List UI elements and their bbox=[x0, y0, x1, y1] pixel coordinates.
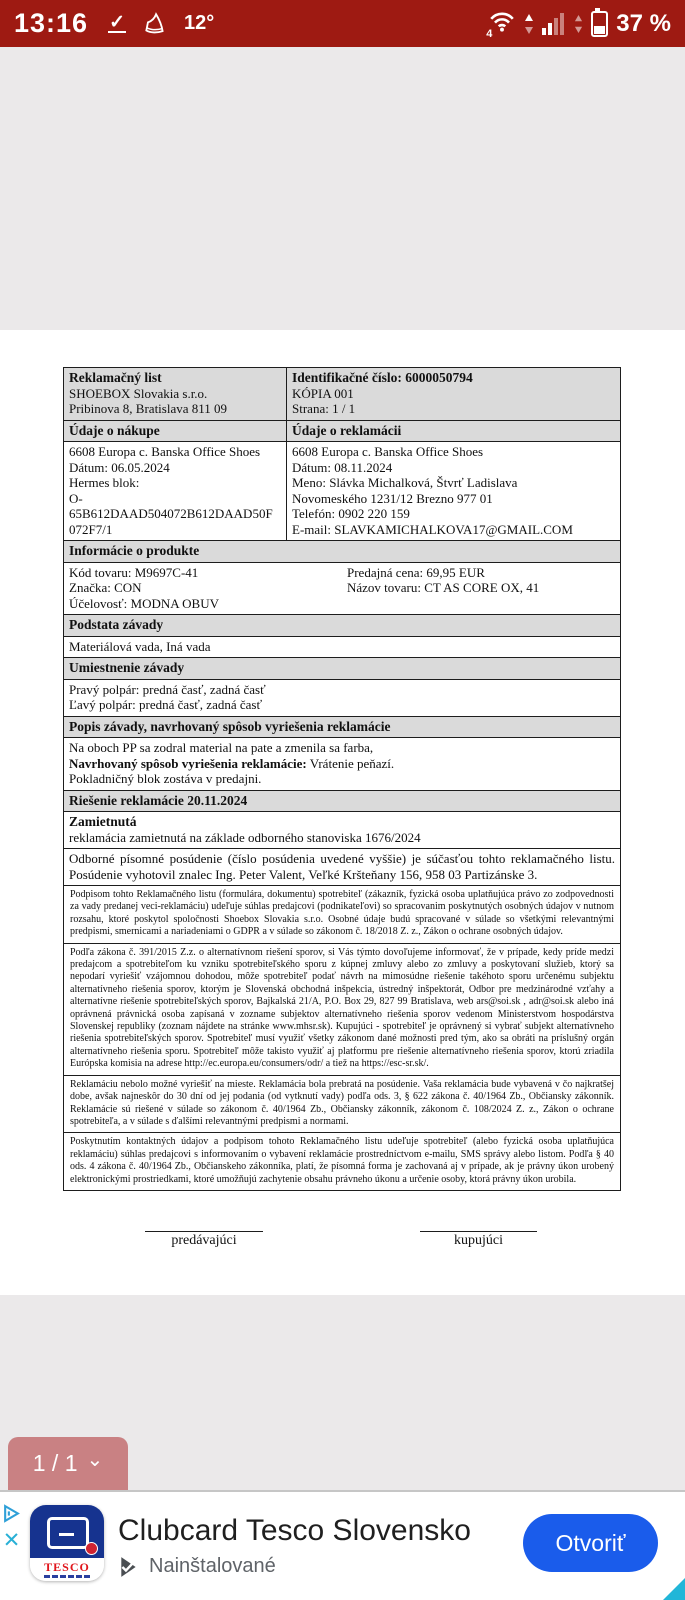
defect-nature-text: Materiálová vada, Iná vada bbox=[64, 636, 620, 658]
seller-signature bbox=[145, 1231, 263, 1249]
claim-customer-address: Novomeského 1231/12 Brezno 977 01 bbox=[292, 490, 493, 506]
chevron-down-icon: ⌄ bbox=[86, 1448, 104, 1471]
slovak-emblem-badge bbox=[85, 1542, 98, 1555]
defect-location-left: Ľavý polpár: predná časť, zadná časť bbox=[69, 697, 263, 712]
claim-date: Dátum: 08.11.2024 bbox=[292, 459, 393, 475]
product-code: Kód tovaru: M9697C-41 bbox=[69, 564, 199, 580]
battery-percent-label: 37 % bbox=[616, 9, 671, 37]
description-line3: Pokladničný blok zostáva v predajni. bbox=[69, 771, 262, 786]
description-line2 bbox=[69, 756, 615, 772]
shoe-notification-icon bbox=[142, 11, 168, 37]
buyer-signature-label: kupujúci bbox=[454, 1233, 503, 1248]
claim-customer-name: Meno: Slávka Michalková, Štvrť Ladislava bbox=[292, 475, 518, 490]
buyer-signature bbox=[420, 1231, 537, 1249]
proposed-resolution-label: Navrhovaný spôsob vyriešenia reklamácie: bbox=[69, 755, 307, 771]
status-bar bbox=[0, 0, 685, 47]
form-header-row bbox=[64, 368, 620, 420]
wifi-activity-arrows-icon bbox=[524, 13, 534, 35]
proposed-resolution-value: Vrátenie peňazí. bbox=[306, 755, 395, 771]
legal-paragraph-deadline: Reklamáciu nebolo možné vyriešiť na mieste. Reklamácia bola prebratá na posúdenie. Vaša reklamácia bude vybavená v čo najkratšej dobe, avšak najneskôr do 30 dní od jej podania (od vytknutí vady) podľa ods. 3, § 622 zákona č. 40/1964 Zb., Občiansky zákonník. Reklamácie sú riešené v súlade so zákonom č. 40/1964 Zb., Občiansky zákonník, zákonom č. 108/2024 Z. z., Zákon o ochrane spotrebiteľa, a v súlade s ďalšími relevantnými predpismi a normami. bbox=[64, 1075, 620, 1133]
product-name: Názov tovaru: CT AS CORE OX, 41 bbox=[347, 580, 540, 595]
clubcard-card-graphic bbox=[30, 1505, 104, 1558]
battery-icon bbox=[591, 11, 608, 37]
copy-label: KÓPIA 001 bbox=[292, 385, 354, 401]
tesco-clubcard-app-icon[interactable] bbox=[30, 1505, 104, 1581]
defect-location-right: Pravý polpár: predná časť, zadná časť bbox=[69, 681, 266, 697]
page-indicator-chip[interactable] bbox=[8, 1437, 128, 1490]
defect-nature-heading: Podstata závady bbox=[64, 614, 620, 636]
ad-installed-row bbox=[118, 1555, 276, 1578]
installed-label: Nainštalované bbox=[149, 1555, 276, 1577]
purchase-receipt-id-3: 072F7/1 bbox=[69, 521, 113, 537]
wifi-icon bbox=[488, 9, 516, 38]
purchase-claim-data-row bbox=[64, 441, 620, 540]
claim-email: E-mail: SLAVKAMICHALKOVA17@GMAIL.COM bbox=[292, 521, 573, 537]
tesco-logo: TESCO bbox=[44, 1560, 90, 1578]
ad-close-icon[interactable]: ✕ bbox=[2, 1529, 21, 1552]
product-brand: Značka: CON bbox=[69, 580, 142, 595]
purchase-store: 6608 Europa c. Banska Office Shoes bbox=[69, 444, 261, 459]
description-line1: Na oboch PP sa zodral material na pate a zmenila sa farba, bbox=[69, 740, 374, 755]
legal-paragraph-ars: Podľa zákona č. 391/2015 Z.z. o alternatívnom riešení sporov, si Vás týmto dovoľujeme informovať, že v prípade, kedy príde medzi predajcom a spotrebiteľom ku vzniku spotrebiteľského sporu z kúpnej zmluvy alebo zo zmluvy a poskytovaní služieb, ktorý sa nepodarí vyriešiť vzájomnou dohodou, môže spotrebiteľ podať návrh na mimosúdne riešenie takéhoto sporu určenému subjektu alternatívneho riešenia sporov, ktorým je Slovenská obchodná inšpekcia, ústredný inšpektorát, Odbor pre medzinárodné vzťahy a alternatívne riešenie spotrebiteľských sporov, Bajkalská 21/A, P.O. Box 29, 827 99 Bratislava, web ars@soi.sk , adr@soi.sk alebo iná oprávnená právnická osoba zapísaná v zozname subjektov alternatívneho riešenia sporov vedenom Ministerstvom hospodárstva Slovenskej republiky (zoznam nájdete na stránke www.mhsr.sk). Kupujúci - spotrebiteľ je oprávnený si vybrať subjekt alternatívneho riešenia spotrebiteľských sporov. Spotrebiteľ musí využiť všetky zákonom dané možnosti pred tým, ako sa obráti na príslušný orgán alternatívneho riešenia sporu. Spotrebiteľ môže takisto využiť aj platformu pre riešenie alternatívneho riešenia sporov, ktorú zriadila Európska komisia na adrese http://ec.europa.eu/consumers/odr/ a tiež na https://esc-sr.sk/. bbox=[64, 943, 620, 1075]
identification-number: Identifikačné číslo: 6000050794 bbox=[292, 370, 473, 385]
open-app-button[interactable]: Otvoriť bbox=[523, 1514, 658, 1572]
expert-note: Odborné písomné posúdenie (číslo posúdenia uvedené vyššie) je súčasťou tohto reklamačného listu. Posúdenie vyhotovil znalec Ing. Peter Valent, Veľké Kršteňany 156, 958 03 Partizánske 3. bbox=[64, 848, 620, 885]
seller-signature-label: predávajúci bbox=[171, 1233, 237, 1248]
cellular-signal-icon bbox=[542, 13, 566, 35]
data-activity-arrows-icon bbox=[574, 14, 583, 34]
resolution-status-body bbox=[64, 811, 620, 848]
buyer-signature-line bbox=[420, 1231, 537, 1232]
seller-signature-line bbox=[145, 1231, 263, 1232]
clock: 13:16 bbox=[14, 8, 89, 38]
resolution-status: Zamietnutá bbox=[69, 814, 137, 829]
task-check-notification-icon: ✓ bbox=[109, 12, 125, 33]
product-purpose: Účelovosť: MODNA OBUV bbox=[69, 595, 219, 611]
seller-address: Pribinova 8, Bratislava 811 09 bbox=[69, 401, 228, 416]
purchase-receipt-label: Hermes blok: bbox=[69, 475, 140, 490]
description-heading: Popis závady, navrhovaný spôsob vyriešenia reklamácie bbox=[64, 716, 620, 738]
description-body bbox=[64, 737, 620, 790]
google-play-installed-icon bbox=[118, 1556, 140, 1578]
purchase-heading: Údaje o nákupe bbox=[64, 421, 287, 442]
legal-paragraph-contact: Poskytnutím kontaktných údajov a podpisom tohoto Reklamačného listu udeľuje spotrebiteľ (alebo fyzická osoba uplatňujúca reklamáciu) súhlas predajcovi s informovaním o vybavení reklamácie prostredníctvom e-mailu, SMS správy alebo listom. Podľa § 40 ods. 4 zákona č. 40/1964 Zb., Občianskeho zákonníka, platí, že písomná forma je zachovaná aj v prípade, ak je právny úkon urobený elektronickými prostriedkami, ktoré umožňujú zachytenie obsahu právneho úkonu a určenie osoby, ktorá právny úkon urobila. bbox=[64, 1132, 620, 1190]
ad-app-title[interactable]: Clubcard Tesco Slovensko bbox=[118, 1514, 471, 1547]
purchase-receipt-id-2: 65B612DAAD504072B612DAAD50F bbox=[69, 506, 273, 521]
legal-paragraph-gdpr: Podpisom tohto Reklamačného listu (formulára, dokumentu) spotrebiteľ (zákazník, fyzická osoba uplatňujúca právo zo zodpovednosti za vady predanej veci-reklamáciu) udeľuje súhlas predajcovi (podnikateľovi) so spracovanim poskytnutých osobných údajov v nutnom rozsahu, ktoré poskytol spoločnosti Shoebox Slovakia s.r.o. Osobné údaje budú spracované v súlade so všetkými relevantnými predpismi, smernicami a nariadeniami o GDPR a v súlade so zákonom č. 18/2018 Z. z., Zákon o ochrane osobných údajov. bbox=[64, 885, 620, 943]
temperature-label: 12° bbox=[183, 12, 215, 34]
defect-location-heading: Umiestnenie závady bbox=[64, 657, 620, 679]
purchase-claim-heading-row bbox=[64, 420, 620, 442]
form-title: Reklamačný list bbox=[69, 370, 162, 385]
product-heading: Informácie o produkte bbox=[64, 540, 620, 562]
claim-phone: Telefón: 0902 220 159 bbox=[292, 506, 410, 521]
pdf-page[interactable] bbox=[0, 330, 685, 1295]
purchase-date: Dátum: 06.05.2024 bbox=[69, 459, 170, 475]
adchoices-icon[interactable] bbox=[2, 1504, 21, 1523]
seller-company: SHOEBOX Slovakia s.r.o. bbox=[69, 385, 208, 401]
claim-heading: Údaje o reklamácii bbox=[287, 421, 620, 442]
corner-accent-triangle bbox=[663, 1578, 685, 1600]
product-data-row bbox=[64, 562, 620, 615]
ad-banner bbox=[0, 1490, 685, 1600]
page-number-label: Strana: 1 / 1 bbox=[292, 401, 356, 416]
resolution-heading: Riešenie reklamácie 20.11.2024 bbox=[64, 790, 620, 812]
resolution-status-detail: reklamácia zamietnutá na základe odborného stanoviska 1676/2024 bbox=[69, 829, 421, 845]
claim-store: 6608 Europa c. Banska Office Shoes bbox=[292, 444, 484, 459]
defect-location-body bbox=[64, 679, 620, 716]
page-indicator-label: 1 / 1 bbox=[32, 1450, 78, 1476]
purchase-receipt-id-1: O- bbox=[69, 490, 83, 506]
complaint-form-table bbox=[63, 367, 621, 1191]
wifi-generation-label: 4 bbox=[486, 28, 493, 40]
product-price: Predajná cena: 69,95 EUR bbox=[347, 564, 485, 580]
